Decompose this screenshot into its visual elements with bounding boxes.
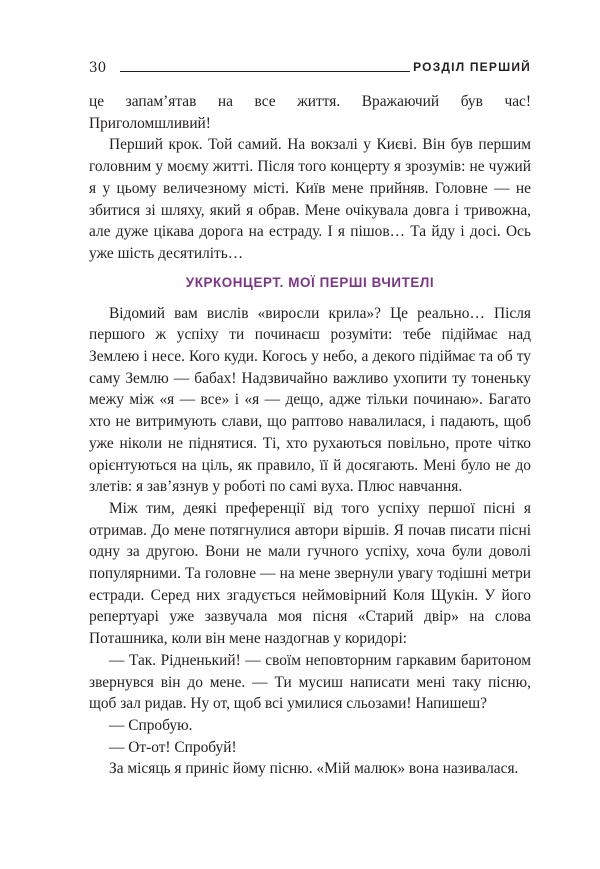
section-heading: УКРКОНЦЕРТ. МОЇ ПЕРШІ ВЧИТЕЛІ xyxy=(185,274,435,290)
dialogue-line: — Спробую. xyxy=(109,716,193,734)
paragraph-continued: це запам’ятав на все життя. Вражаючий був час! Приголомшливий! xyxy=(89,93,531,132)
header-rule xyxy=(120,71,410,72)
paragraph-first-step: Перший крок. Той самий. На вокзалі у Києві. Він був першим головним у моєму житті. Після того концерту я зрозумів: не чужий я у цьому величезному місті. Київ мене прийняв. Головне — не збитися зі шляху, який я обрав. Мене очікувала довга і тривожна, але дуже цікава дорога на естраду. І я пішов… Та йду і досі. Ось уже шість десятиліть… xyxy=(89,136,531,262)
dialogue-line: — Так. Рідненький! — своїм неповторним гаркавим баритоном звернувся він до мене. — Ти мусиш написати мені таку пісню, щоб зал ридав. Ну от, щоб всі умилися сльозами! Напишеш? xyxy=(89,651,531,713)
paragraph-preferences: Між тим, деякі преференції від того успіху першої пісні я отримав. До мене потягнулися автори віршів. Я почав писати пісні одну за другою. Вони не мали гучного успіху, хоча були доволі популярними. Та головне — на мене звернули увагу тодішні метри естради. Серед них згадується неймовірний Коля Щукін. У його репертуарі уже зазвучала моя пісня «Старий двір» на слова Поташника, коли він мене наздогнав у коридорі: xyxy=(89,499,531,648)
page-number: 30 xyxy=(89,60,107,76)
dialogue-line: — От-от! Спробуй! xyxy=(109,738,237,756)
paragraph-song: За місяць я приніс йому пісню. «Мій малюк» вона називалася. xyxy=(109,760,519,778)
body-text xyxy=(89,91,531,780)
running-header xyxy=(89,60,531,80)
paragraph-wings: Відомий вам вислів «виросли крила»? Це реально… Після першого ж успіху ти починаєш розуміти: тебе підіймає над Землею і несе. Кого куди. Когось у небо, а декого підіймає та об ту саму Землю — бабах! Надзвичайно важливо ухопити ту тоненьку межу між «я — все» і «я — дещо, адже тільки починаю». Багато хто не витримують слави, що раптово навалилася, і падають, щоб уже ніколи не піднятися. Ті, хто рухаються повільно, проте чітко орієнтуються на ціль, як правило, її й досягають. Мені було не до злетів: я зав’язнув у роботі по самі вуха. Плюс навчання. xyxy=(89,304,531,496)
chapter-title: РОЗДІЛ ПЕРШИЙ xyxy=(413,60,531,74)
